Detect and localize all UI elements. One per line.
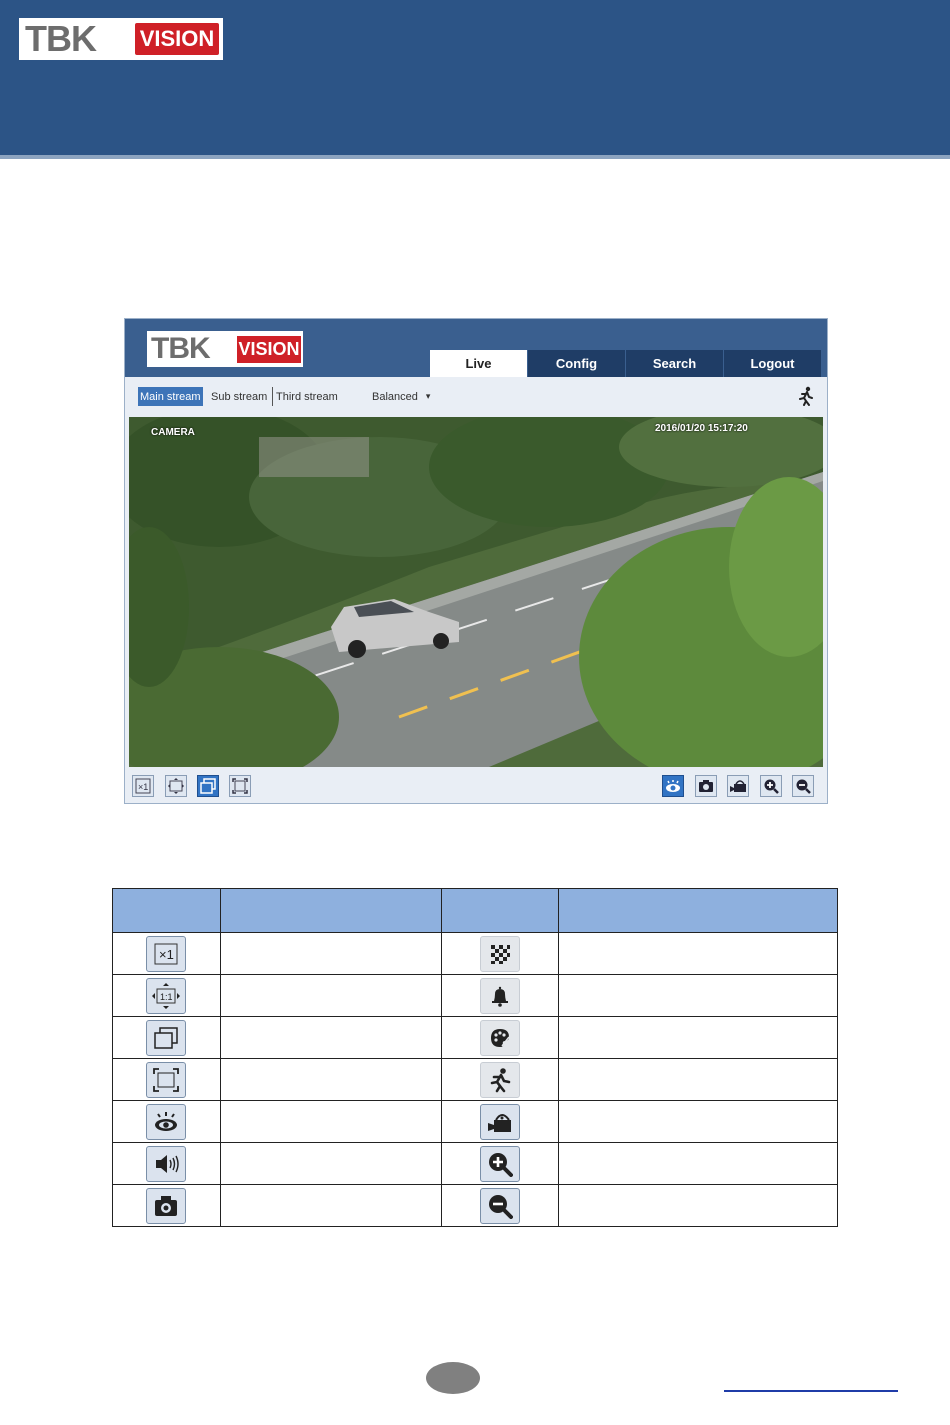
tab-config[interactable]: Config — [528, 350, 625, 377]
svg-text:×1: ×1 — [159, 946, 175, 962]
table-cell — [559, 975, 838, 1017]
table-header-row — [113, 889, 838, 933]
stream-bar — [125, 377, 827, 417]
zoom-in-icon — [480, 1146, 520, 1182]
snapshot-button[interactable] — [695, 775, 717, 797]
quality-select[interactable] — [370, 387, 432, 406]
aspect-ratio-icon — [200, 778, 216, 794]
table-row — [113, 1059, 838, 1101]
header-divider — [0, 155, 950, 159]
fit-window-button[interactable] — [165, 775, 187, 797]
table-row — [113, 1017, 838, 1059]
zoom-in-button[interactable] — [760, 775, 782, 797]
client-logo-vision-badge: VISION — [237, 336, 301, 363]
snapshot-icon — [698, 779, 714, 793]
video-toolbar — [125, 769, 827, 803]
third-stream-option[interactable]: Third stream — [276, 390, 338, 403]
client-header — [125, 319, 827, 377]
sub-stream-option[interactable]: Sub stream — [211, 390, 268, 403]
web-client-screenshot — [124, 318, 828, 804]
mosaic-icon — [480, 936, 520, 972]
header-cell — [220, 889, 441, 933]
page-number-badge — [426, 1362, 480, 1394]
table-cell — [220, 1185, 441, 1227]
video-frame — [129, 417, 823, 767]
zoom-in-icon — [763, 778, 779, 794]
fullscreen-icon — [232, 778, 248, 794]
timestamp-overlay: 2016/01/20 15:17:20 — [655, 423, 748, 434]
table-cell — [220, 1101, 441, 1143]
record-icon — [480, 1104, 520, 1140]
svg-text:×1: ×1 — [138, 782, 149, 792]
svg-text:1:1: 1:1 — [160, 991, 173, 1002]
start-live-button[interactable] — [662, 775, 684, 797]
logo-vision-badge: VISION — [135, 23, 219, 55]
record-button[interactable] — [727, 775, 749, 797]
fit-window-icon — [167, 777, 185, 795]
zoom-out-button[interactable] — [792, 775, 814, 797]
header-cell — [113, 889, 221, 933]
table-cell — [559, 1059, 838, 1101]
aspect-ratio-button[interactable] — [197, 775, 219, 797]
zoom-out-icon — [480, 1188, 520, 1224]
alarm-bell-icon — [480, 978, 520, 1014]
table-row — [113, 975, 838, 1017]
live-video[interactable] — [129, 417, 823, 767]
header-cell — [441, 889, 559, 933]
client-logo — [147, 331, 303, 367]
tab-search[interactable]: Search — [626, 350, 723, 377]
quality-select-value: Balanced — [372, 390, 418, 403]
table-cell — [559, 1143, 838, 1185]
table-cell — [220, 1017, 441, 1059]
table-row — [113, 1101, 838, 1143]
fit-window-icon — [146, 978, 186, 1014]
table-row — [113, 933, 838, 975]
record-icon — [729, 779, 747, 793]
original-size-icon — [146, 936, 186, 972]
table-cell — [220, 1143, 441, 1185]
start-live-icon — [664, 779, 682, 793]
aspect-ratio-icon — [146, 1020, 186, 1056]
header-cell — [559, 889, 838, 933]
table-cell — [559, 1101, 838, 1143]
chevron-down-icon: ▾ — [425, 391, 431, 401]
table-cell — [220, 933, 441, 975]
main-stream-option[interactable]: Main stream — [138, 387, 203, 406]
table-row — [113, 1185, 838, 1227]
snapshot-icon — [146, 1188, 186, 1224]
table-cell — [220, 1059, 441, 1101]
tab-live[interactable]: Live — [430, 350, 527, 377]
camera-name-overlay: CAMERA — [151, 427, 195, 438]
table-cell — [559, 933, 838, 975]
fullscreen-button[interactable] — [229, 775, 251, 797]
stream-separator — [272, 387, 273, 406]
brand-logo — [19, 18, 223, 60]
fullscreen-icon — [146, 1062, 186, 1098]
table-cell — [559, 1017, 838, 1059]
motion-detection-icon — [480, 1062, 520, 1098]
footer-link-underline[interactable] — [724, 1390, 898, 1392]
table-cell — [559, 1185, 838, 1227]
tab-logout[interactable]: Logout — [724, 350, 821, 377]
original-size-button[interactable] — [132, 775, 154, 797]
table-row — [113, 1143, 838, 1185]
motion-detection-icon[interactable] — [797, 386, 815, 406]
main-tabs — [430, 350, 822, 377]
zoom-out-icon — [795, 778, 811, 794]
table-cell — [220, 975, 441, 1017]
logo-text: TBK — [25, 18, 96, 59]
toolbar-legend-table — [112, 888, 838, 1227]
color-palette-icon — [480, 1020, 520, 1056]
audio-icon — [146, 1146, 186, 1182]
client-logo-text: TBK — [151, 332, 210, 365]
start-live-icon — [146, 1104, 186, 1140]
original-size-icon — [135, 778, 151, 794]
